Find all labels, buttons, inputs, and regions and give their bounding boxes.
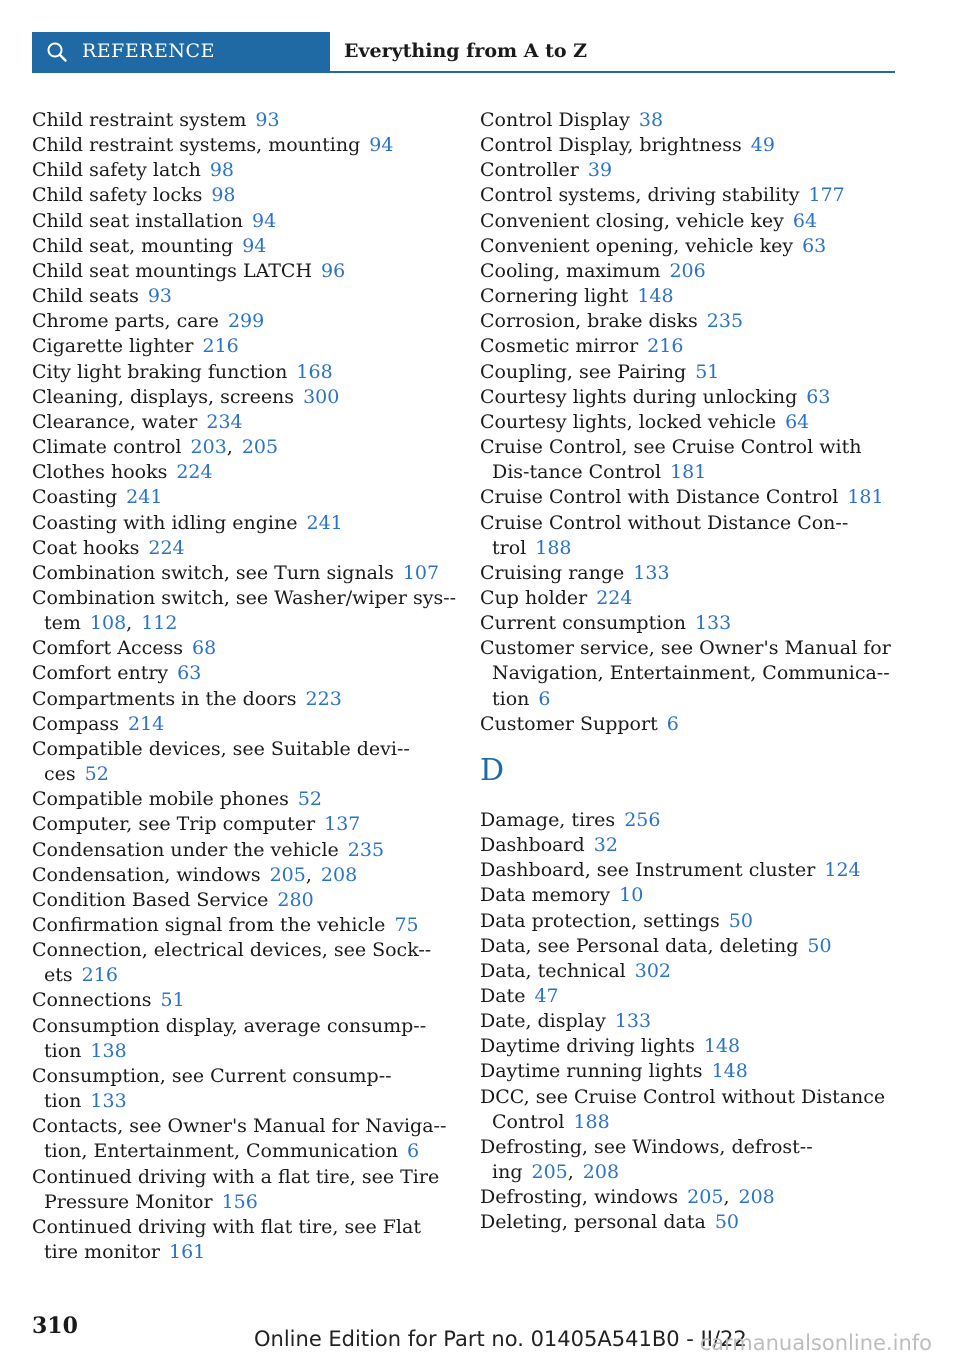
index-term: City light braking function: [32, 360, 288, 383]
index-term: Data, technical: [480, 959, 626, 982]
page-link[interactable]: 234: [206, 410, 243, 433]
page-link[interactable]: 133: [694, 612, 732, 635]
page-link[interactable]: 63: [806, 385, 831, 408]
page-link[interactable]: 47: [534, 985, 559, 1007]
page-link[interactable]: 50: [807, 934, 832, 957]
index-entry: [32, 888, 457, 913]
page-link[interactable]: 133: [614, 1010, 652, 1033]
index-entry: [32, 309, 457, 334]
page-link[interactable]: 161: [169, 1241, 206, 1264]
index-entry: [480, 108, 905, 133]
page-link[interactable]: 6: [406, 1140, 420, 1163]
index-entry: [480, 959, 905, 984]
page-header: [32, 32, 895, 73]
index-term: Date, display: [480, 1010, 606, 1033]
index-term: Daytime driving lights: [480, 1035, 695, 1058]
page-link[interactable]: 148: [711, 1060, 748, 1083]
index-term: Controller: [480, 159, 579, 182]
index-term: Child safety latch: [32, 159, 201, 182]
page-link[interactable]: 206: [669, 259, 706, 282]
index-term: Courtesy lights, locked vehicle: [480, 410, 777, 433]
index-term: Compartments in the doors: [32, 687, 297, 710]
index-entry: [32, 988, 457, 1013]
page-link[interactable]: 138: [90, 1039, 127, 1062]
index-term: Convenient opening, vehicle key: [480, 234, 794, 257]
index-entry: [480, 883, 905, 908]
index-column-right: [480, 108, 905, 1236]
index-entry: [480, 1210, 905, 1235]
page-separator: ,: [226, 436, 233, 459]
index-term: Child seat installation: [32, 209, 244, 232]
index-entry: [480, 1059, 905, 1084]
index-entry: [32, 1114, 457, 1164]
page-link[interactable]: 216: [81, 964, 118, 987]
page-link[interactable]: 181: [670, 461, 707, 484]
index-entry: [480, 934, 905, 959]
index-entry: [480, 234, 905, 259]
index-entry: [480, 410, 905, 435]
page-link[interactable]: 302: [634, 959, 671, 982]
index-term: Coat hooks: [32, 536, 140, 559]
index-group-c: [480, 108, 905, 737]
page-link[interactable]: 38: [638, 109, 664, 131]
index-entry: [480, 435, 905, 485]
page-link[interactable]: 108: [89, 612, 127, 635]
search-icon: [46, 41, 68, 63]
index-term: Condensation under the vehicle: [32, 838, 339, 861]
page-link[interactable]: 112: [141, 612, 178, 635]
page-link[interactable]: 203: [190, 436, 227, 459]
index-term: Continued driving with flat tire, see Flat tire monitor: [32, 1215, 421, 1264]
index-term: Data protection, settings: [480, 909, 720, 932]
index-entry: [32, 812, 457, 837]
index-entry: [32, 284, 457, 309]
page-link[interactable]: 6: [666, 712, 679, 735]
page-link[interactable]: 208: [738, 1186, 775, 1209]
index-term: Child seat, mounting: [32, 234, 234, 257]
page-link[interactable]: 241: [126, 486, 163, 509]
page-link[interactable]: 94: [242, 234, 267, 257]
index-term: Child seats: [32, 285, 139, 308]
index-entry: [32, 787, 457, 812]
page-link[interactable]: 299: [227, 310, 265, 333]
index-entry: [32, 661, 457, 686]
index-term: Customer Support: [480, 712, 658, 735]
page-link[interactable]: 52: [297, 788, 323, 811]
index-entry: [32, 1064, 457, 1114]
index-entry: [32, 234, 457, 259]
index-entry: [32, 511, 457, 536]
index-term: Date: [480, 985, 526, 1007]
page-link[interactable]: 256: [624, 808, 661, 831]
page-link[interactable]: 98: [211, 184, 236, 207]
index-entry: [480, 561, 905, 586]
index-entry: [480, 808, 905, 833]
index-term: Condensation, windows: [32, 863, 261, 886]
index-entry: [32, 712, 457, 737]
page-link[interactable]: 280: [277, 888, 314, 911]
index-term: Cigarette lighter: [32, 335, 194, 358]
index-entry: [32, 636, 457, 661]
index-term: Control Display: [480, 109, 630, 131]
index-term: Cleaning, displays, screens: [32, 385, 295, 408]
page-link[interactable]: 96: [321, 259, 346, 282]
index-entry: [480, 1034, 905, 1059]
index-term: Cosmetic mirror: [480, 335, 639, 358]
index-term: DCC, see Cruise Control without Distance Control: [480, 1085, 886, 1133]
index-term: Dashboard, see Instrument cluster: [480, 859, 816, 882]
index-entry: [32, 536, 457, 561]
page-link[interactable]: 205: [241, 436, 279, 459]
page-link[interactable]: 50: [714, 1211, 739, 1234]
index-entry: [480, 1135, 905, 1185]
index-term: Coupling, see Pairing: [480, 360, 687, 383]
index-term: Cup holder: [480, 586, 588, 609]
index-term: Cruising range: [480, 561, 625, 584]
index-term: Compatible mobile phones: [32, 788, 289, 811]
index-term: Data, see Personal data, deleting: [480, 934, 799, 957]
index-entry: [32, 1014, 457, 1064]
page-link[interactable]: 63: [177, 662, 202, 685]
index-term: Dashboard: [480, 834, 585, 857]
page-link[interactable]: 68: [191, 637, 217, 660]
index-entry: [32, 334, 457, 359]
index-entry: [32, 838, 457, 863]
index-term: Coasting: [32, 486, 118, 509]
index-entry: [480, 984, 905, 1009]
index-term: Consumption, see Current consump-tion: [32, 1064, 392, 1113]
page-separator: ,: [723, 1186, 730, 1209]
index-term: Clearance, water: [32, 410, 198, 433]
index-term: Child restraint system: [32, 109, 247, 131]
page-link[interactable]: 216: [202, 335, 239, 358]
page-link[interactable]: 94: [252, 209, 277, 232]
page-link[interactable]: 208: [320, 863, 358, 886]
page-separator: ,: [305, 863, 312, 886]
page-link[interactable]: 177: [808, 184, 845, 207]
index-entry: [480, 611, 905, 636]
page-link[interactable]: 93: [147, 285, 173, 308]
index-term: Compass: [32, 712, 119, 735]
index-term: Consumption display, average consump-tion: [32, 1014, 427, 1062]
index-term: Chrome parts, care: [32, 310, 219, 333]
index-term: Comfort Access: [32, 637, 183, 660]
page-link[interactable]: 39: [587, 159, 613, 182]
index-entry: [480, 1185, 905, 1210]
index-group-d: [480, 808, 905, 1236]
page-link[interactable]: 224: [176, 461, 213, 484]
index-term: Child seat mountings LATCH: [32, 259, 313, 282]
index-entry: [32, 863, 457, 888]
page-link[interactable]: 75: [394, 914, 419, 936]
index-term: Damage, tires: [480, 808, 616, 831]
page-link[interactable]: 148: [703, 1035, 741, 1058]
page-link[interactable]: 64: [785, 410, 810, 433]
index-term: Computer, see Trip computer: [32, 813, 316, 836]
index-entry: [480, 511, 905, 561]
page-link[interactable]: 241: [306, 511, 343, 534]
index-entry: [480, 284, 905, 309]
page-separator: ,: [126, 612, 133, 635]
page-link[interactable]: 223: [305, 687, 342, 710]
index-entry: [480, 636, 905, 711]
index-entry: [480, 586, 905, 611]
index-term: Cornering light: [480, 285, 629, 308]
page-link[interactable]: 52: [84, 763, 109, 786]
index-entry: [32, 435, 457, 460]
index-term: Cruise Control without Distance Con-trol: [480, 511, 849, 559]
index-entry: [32, 1215, 457, 1265]
index-entry: [32, 108, 457, 133]
page-separator: ,: [567, 1161, 574, 1184]
index-entry: [32, 158, 457, 183]
index-term: Confirmation signal from the vehicle: [32, 914, 386, 936]
page-link[interactable]: 93: [255, 109, 280, 131]
page-link[interactable]: 49: [750, 134, 775, 157]
index-term: Convenient closing, vehicle key: [480, 209, 784, 232]
index-term: Current consumption: [480, 612, 686, 635]
index-term: Customer service, see Owner's Manual for Navigation, Entertainment, Communica-tion: [480, 637, 891, 710]
index-term: Corrosion, brake disks: [480, 310, 698, 333]
index-term: Coasting with idling engine: [32, 511, 298, 534]
index-entry: [480, 209, 905, 234]
page-link[interactable]: 224: [148, 536, 185, 559]
index-entry: [480, 133, 905, 158]
index-entry: [480, 309, 905, 334]
page-link[interactable]: 32: [593, 834, 618, 857]
index-entry: [480, 259, 905, 284]
index-term: Courtesy lights during unlocking: [480, 385, 798, 408]
index-entry: [32, 561, 457, 586]
index-column-left: [32, 108, 457, 1265]
page-link[interactable]: 235: [706, 310, 744, 333]
index-term: Cruise Control with Distance Control: [480, 486, 839, 509]
index-term: Contacts, see Owner's Manual for Naviga-tion, Entertainment, Communication: [32, 1115, 447, 1163]
page-link[interactable]: 124: [824, 859, 861, 882]
index-entry: [32, 1165, 457, 1215]
page-link[interactable]: 94: [369, 134, 394, 157]
page-link[interactable]: 188: [535, 536, 572, 559]
index-entry: [32, 913, 457, 938]
index-term: Climate control: [32, 436, 182, 459]
page-link[interactable]: 188: [573, 1110, 610, 1133]
page-link[interactable]: 214: [127, 712, 165, 735]
watermark: carmanualsonline.info: [699, 1331, 932, 1355]
section-label: REFERENCE: [82, 40, 215, 62]
page-link[interactable]: 148: [637, 285, 674, 308]
index-entry: [32, 737, 457, 787]
index-term: Control Display, brightness: [480, 134, 742, 157]
page-link[interactable]: 137: [324, 813, 361, 836]
index-entry: [32, 183, 457, 208]
page-link[interactable]: 216: [647, 335, 684, 358]
page-link[interactable]: 300: [303, 385, 340, 408]
index-entry: [480, 360, 905, 385]
section-letter: D: [480, 752, 505, 788]
index-term: Child restraint systems, mounting: [32, 134, 361, 157]
page-link[interactable]: 64: [792, 209, 818, 232]
page-link[interactable]: 133: [633, 561, 670, 584]
index-entry: [480, 385, 905, 410]
page-link[interactable]: 181: [847, 486, 884, 509]
index-entry: [480, 712, 905, 737]
index-entry: [32, 687, 457, 712]
index-entry: [480, 485, 905, 510]
index-entry: [32, 410, 457, 435]
index-entry: [480, 158, 905, 183]
index-entry: [32, 586, 457, 636]
index-term: Control systems, driving stability: [480, 184, 800, 207]
index-term: Connection, electrical devices, see Sock-ets: [32, 939, 432, 987]
index-entry: [32, 259, 457, 284]
index-entry: [32, 460, 457, 485]
index-term: Condition Based Service: [32, 888, 269, 911]
index-term: Clothes hooks: [32, 461, 168, 484]
page-number: 310: [32, 1313, 78, 1339]
page-link[interactable]: 6: [538, 687, 551, 710]
index-entry: [32, 133, 457, 158]
page-link[interactable]: 235: [347, 838, 385, 861]
index-entry: [32, 360, 457, 385]
index-term: Continued driving with a flat tire, see Tire Pressure Monitor: [32, 1165, 440, 1213]
index-term: Cruise Control, see Cruise Control with Dis-tance Control: [480, 436, 862, 484]
page-link[interactable]: 51: [160, 989, 185, 1012]
page-link[interactable]: 50: [728, 909, 753, 932]
edition-footer: Online Edition for Part no. 01405A541B0 - II/22: [254, 1327, 747, 1351]
index-term: Combination switch, see Washer/wiper sys-tem: [32, 586, 457, 635]
index-term: Deleting, personal data: [480, 1211, 706, 1234]
index-term: Data memory: [480, 884, 611, 907]
index-entry: [480, 858, 905, 883]
page-link[interactable]: 51: [695, 360, 720, 383]
index-term: Comfort entry: [32, 662, 169, 685]
page-link[interactable]: 208: [582, 1161, 620, 1184]
page-link[interactable]: 205: [531, 1161, 568, 1184]
page-link[interactable]: 168: [296, 360, 333, 383]
page-link[interactable]: 133: [90, 1090, 127, 1113]
page-link[interactable]: 205: [687, 1186, 724, 1209]
index-entry: [32, 485, 457, 510]
page-link[interactable]: 224: [596, 586, 633, 609]
index-term: Defrosting, windows: [480, 1186, 679, 1209]
index-entry: [480, 1085, 905, 1135]
index-entry: [32, 209, 457, 234]
index-term: Combination switch, see Turn signals: [32, 561, 394, 584]
page-link[interactable]: 205: [269, 863, 306, 886]
index-term: Child safety locks: [32, 184, 203, 207]
index-entry: [32, 938, 457, 988]
index-entry: [480, 183, 905, 208]
page-link[interactable]: 107: [402, 561, 440, 584]
index-term: Connections: [32, 989, 152, 1012]
index-entry: [480, 833, 905, 858]
index-entry: [32, 385, 457, 410]
index-term: Compatible devices, see Suitable devi-ces: [32, 737, 410, 786]
index-entry: [480, 909, 905, 934]
page-link[interactable]: 10: [619, 884, 644, 907]
index-entry: [480, 334, 905, 359]
index-term: Daytime running lights: [480, 1060, 703, 1083]
page-link[interactable]: 63: [802, 234, 827, 257]
index-term: Cooling, maximum: [480, 259, 661, 282]
page-link[interactable]: 98: [209, 159, 234, 182]
section-tab[interactable]: [32, 32, 330, 71]
page-title: Everything from A to Z: [344, 40, 588, 62]
index-entry: [480, 1009, 905, 1034]
index-term: Defrosting, see Windows, defrost-ing: [480, 1135, 813, 1184]
page-link[interactable]: 156: [221, 1190, 258, 1213]
